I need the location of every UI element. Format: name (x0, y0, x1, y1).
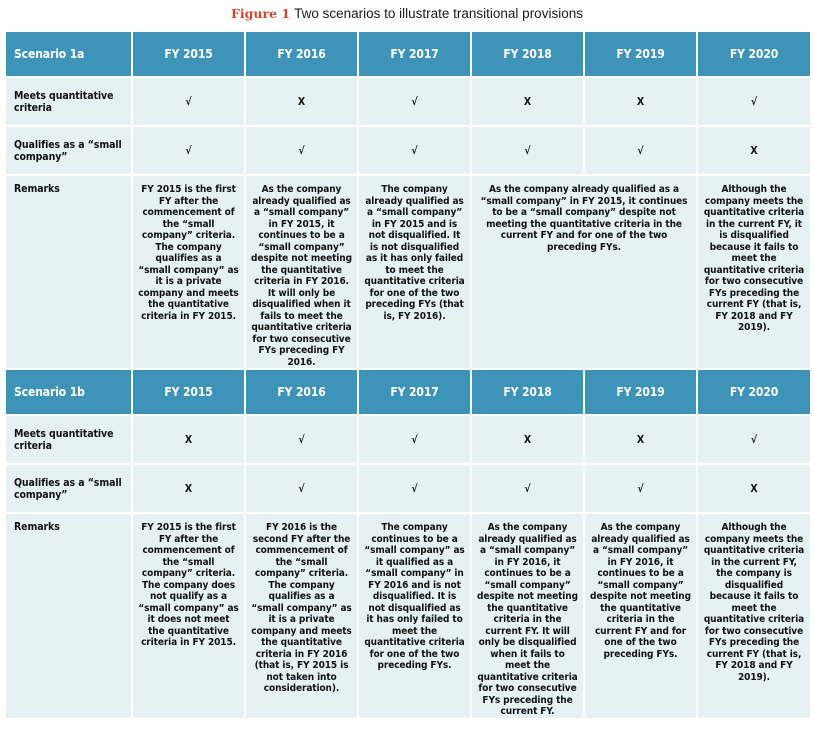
year-header: FY 2016 (246, 32, 357, 76)
row-label-criteria: Meets quantitative criteria (6, 416, 131, 463)
year-header: FY 2018 (472, 32, 583, 76)
figure-caption (0, 4, 814, 24)
scenario-1a-qualifies-row (6, 127, 810, 174)
criteria-mark: X (585, 78, 696, 125)
remark-text: The company continues to be a “small company” as it qualified as a “small company” in FY 2016 and is not disqualified. It is not disqualified as it has only failed to meet the quantitative criteria for one of the two preceding FYs. (364, 522, 465, 671)
scenario-1a-criteria-row (6, 78, 810, 125)
criteria-mark: √ (698, 78, 810, 125)
year-header: FY 2016 (246, 370, 357, 414)
qualifies-mark: √ (246, 127, 357, 174)
criteria-mark: X (133, 416, 244, 463)
remark-cell (698, 176, 810, 368)
year-header: FY 2019 (585, 32, 696, 76)
remark-text: FY 2015 is the first FY after the commencement of the “small company” criteria. The company qualifies as a “small company” as it is a private company and meets the quantitative criteria in FY 2015. (138, 184, 239, 322)
qualifies-mark: X (698, 465, 810, 512)
remark-text: Although the company meets the quantitative criteria in the current FY, it is disqualified because it fails to meet the quantitative criteria for two consecutive FYs preceding the current FY (that is, FY 2018 and FY 2019). (703, 184, 805, 333)
qualifies-mark: √ (359, 465, 470, 512)
qualifies-mark: √ (359, 127, 470, 174)
scenario-1a-remarks-row (6, 176, 810, 368)
remark-text: FY 2015 is the first FY after the commencement of the “small company” criteria. The company does not qualify as a “small company” as it does not meet the quantitative criteria in FY 2015. (138, 522, 239, 648)
remark-cell (359, 176, 470, 368)
row-label-remarks: Remarks (6, 176, 131, 368)
year-header: FY 2015 (133, 370, 244, 414)
qualifies-mark: √ (133, 127, 244, 174)
remark-cell (698, 514, 810, 718)
remark-cell-merged (472, 176, 696, 368)
qualifies-mark: √ (585, 465, 696, 512)
scenario-1b-header-row (6, 370, 810, 414)
qualifies-mark: √ (472, 127, 583, 174)
year-header: FY 2018 (472, 370, 583, 414)
criteria-mark: X (246, 78, 357, 125)
criteria-mark: √ (359, 78, 470, 125)
figure-label: Figure 1 (231, 6, 291, 21)
year-header: FY 2020 (698, 32, 810, 76)
year-header: FY 2019 (585, 370, 696, 414)
criteria-mark: √ (359, 416, 470, 463)
qualifies-mark: √ (246, 465, 357, 512)
year-header: FY 2020 (698, 370, 810, 414)
scenario-1b-criteria-row (6, 416, 810, 463)
criteria-mark: X (472, 416, 583, 463)
year-header: FY 2015 (133, 32, 244, 76)
criteria-mark: √ (133, 78, 244, 125)
figure-title: Two scenarios to illustrate transitional provisions (294, 6, 583, 21)
qualifies-mark: X (698, 127, 810, 174)
year-header: FY 2017 (359, 32, 470, 76)
scenario-1a-header-row (6, 32, 810, 76)
criteria-mark: X (472, 78, 583, 125)
scenario-1b-label: Scenario 1b (6, 370, 131, 414)
remark-cell (359, 514, 470, 718)
year-header: FY 2017 (359, 370, 470, 414)
row-label-qualifies: Qualifies as a “small company” (6, 127, 131, 174)
qualifies-mark: √ (472, 465, 583, 512)
remark-text: As the company already qualified as a “small company” in FY 2015, it continues to be a “small company” despite not meeting the quantitative criteria in the current FY and for one of the two preceding FYs. (480, 184, 688, 253)
criteria-mark: X (585, 416, 696, 463)
scenarios-table (4, 30, 812, 720)
remark-text: The company already qualified as a “small company” in FY 2015 and is not disqualified. It is not disqualified as it has only failed to meet the quantitative criteria for one of the two preceding FYs (that is, FY 2016). (364, 184, 465, 322)
remark-cell (246, 176, 357, 368)
scenario-1a-label: Scenario 1a (6, 32, 131, 76)
remark-cell (133, 514, 244, 718)
criteria-mark: √ (698, 416, 810, 463)
remark-cell (133, 176, 244, 368)
scenario-1b-qualifies-row (6, 465, 810, 512)
scenario-1b-remarks-row (6, 514, 810, 718)
remark-text: As the company already qualified as a “small company” in FY 2015, it continues to be a “small company” despite not meeting the quantitative criteria in FY 2016. It will only be disqualified when it fails to meet the quantitative criteria for two consecutive FYs preceding FY 2016. (251, 184, 352, 368)
remark-text: As the company already qualified as a “small company” in FY 2016, it continues to be a “small company” despite not meeting the quantitative criteria in the current FY and for one of the two preceding FYs. (590, 522, 691, 660)
remark-text: As the company already qualified as a “small company” in FY 2016, it continues to be a “small company” despite not meeting the quantitative criteria in the current FY. It will only be disqualified when it fails to meet the quantitative criteria for two consecutive FYs preceding the current FY. (477, 522, 578, 717)
remark-cell (246, 514, 357, 718)
row-label-criteria: Meets quantitative criteria (6, 78, 131, 125)
criteria-mark: √ (246, 416, 357, 463)
remark-text: Although the company meets the quantitative criteria in the current FY, the company is disqualified because it fails to meet the quantitative criteria for two consecutive FYs preceding the current FY (that is, FY 2018 and FY 2019). (703, 522, 805, 683)
remark-cell (472, 514, 583, 718)
remark-cell (585, 514, 696, 718)
remark-text: FY 2016 is the second FY after the commencement of the “small company” criteria. The company qualifies as a “small company” as it is a private company and meets the quantitative criteria in FY 2016 (that is, FY 2015 is not taken into consideration). (251, 522, 352, 694)
qualifies-mark: X (133, 465, 244, 512)
row-label-qualifies: Qualifies as a “small company” (6, 465, 131, 512)
row-label-remarks: Remarks (6, 514, 131, 718)
qualifies-mark: √ (585, 127, 696, 174)
